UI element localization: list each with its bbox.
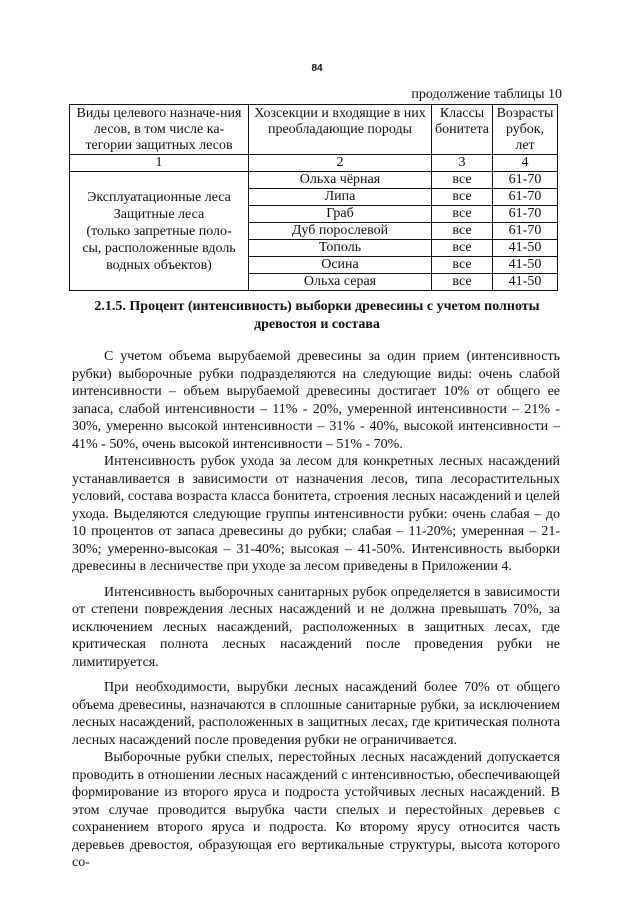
paragraph: Выборочные рубки спелых, перестойных лесных насаждений допускается проводить в отношении лесных насаждений с интенсивностью, обеспечивающей формирование из второго яруса и подроста устойчивых лесных насаждений. В этом случае проводится вырубка части спелых и перестойных деревьев с сохранением второго яруса и подроста. Ко второму ярусу относится часть деревьев древостоя, образующая его вертикальные структуры, высота которого со- [72, 750, 560, 870]
age-cell: 61-70 [493, 206, 558, 223]
header-species: Хозсекции и входящие в них преобладающие породы [249, 105, 432, 155]
class-cell: все [432, 172, 493, 189]
paragraph: С учетом объема вырубаемой древесины за один прием (интенсивность рубки) выборочные рубки подразделяются на следующие виды: очень слабой интенсивности – объем вырубаемой древесины достигает 10% от общего ее запаса, слабой интенсивности – 11% - 20%, умеренной интенсивности – 21% - 30%, умеренно высокой интенсивности – 31% - 40%, высокой интенсивности – 41% - 50%, очень высокой интенсивности – 51% - 70%. [72, 349, 560, 452]
purpose-line: сы, расположенные вдоль [82, 240, 236, 256]
age-cell: 41-50 [493, 240, 558, 257]
table-caption: продолжение таблицы 10 [411, 87, 562, 102]
page-number: 84 [311, 63, 323, 74]
column-number: 3 [432, 155, 493, 172]
class-cell: все [432, 206, 493, 223]
paragraph: Интенсивность рубок ухода за лесом для конкретных лесных насаждений устанавливается в зависимости от назначения лесов, типа лесорастительных условий, состава возраста класса бонитета, строения лесных насаждений и целей ухода. Выделяются следующие группы интенсивности рубки: очень слабая – до 10 процентов от запаса древесины до рубки; слабая – 11-20%; умеренная – 21-30%; умеренно-высокая – 31-40%; высокая – 41-50%. Интенсивность выборки древесины в лесничестве при уходе за лесом приведены в Приложении 4. [72, 454, 560, 574]
class-cell: все [432, 257, 493, 274]
paragraph: Интенсивность выборочных санитарных рубок определяется в зависимости от степени повреждения лесных насаждений и не должна превышать 70%, за исключением лесных насаждений, расположенных в защитных лесах, где критическая полнота лесных насаждений после проведения рубки не лимитируется. [72, 584, 560, 670]
age-cell: 61-70 [493, 189, 558, 206]
purpose-line: Эксплуатационные леса [87, 189, 231, 205]
class-cell: все [432, 274, 493, 291]
header-purpose: Виды целевого назначе-ния лесов, в том числе ка-тегории защитных лесов [70, 105, 249, 155]
species-cell: Ольха чёрная [249, 172, 432, 189]
forest-purpose-cell [70, 172, 249, 291]
column-number-row [70, 155, 558, 172]
species-cell: Тополь [249, 240, 432, 257]
species-cell: Граб [249, 206, 432, 223]
age-cell: 61-70 [493, 223, 558, 240]
section-heading: 2.1.5. Процент (интенсивность) выборки древесины с учетом полноты древостоя и состава [94, 299, 540, 332]
purpose-line: водных объектов) [106, 257, 212, 273]
class-cell: все [432, 189, 493, 206]
column-number: 4 [493, 155, 558, 172]
purpose-line: (только запретные поло- [86, 223, 232, 239]
cutting-age-table [69, 104, 558, 291]
column-number: 1 [70, 155, 249, 172]
age-cell: 41-50 [493, 274, 558, 291]
age-cell: 41-50 [493, 257, 558, 274]
species-cell: Дуб порослевой [249, 223, 432, 240]
species-cell: Липа [249, 189, 432, 206]
table-header-row [70, 105, 558, 155]
body-text [72, 348, 560, 872]
species-cell: Ольха серая [249, 274, 432, 291]
header-cutting-age: Возрасты рубок, лет [493, 105, 558, 155]
column-number: 2 [249, 155, 432, 172]
class-cell: все [432, 240, 493, 257]
age-cell: 61-70 [493, 172, 558, 189]
purpose-line: Защитные леса [113, 206, 205, 222]
header-bonitet-class: Классы бонитета [432, 105, 493, 155]
class-cell: все [432, 223, 493, 240]
paragraph: При необходимости, вырубки лесных насаждений более 70% от общего объема древесины, назначаются в сплошные санитарные рубки, за исключением лесных насаждений, расположенных в защитных лесах, где критическая полнота лесных насаждений после проведения рубки не ограничивается. [72, 680, 560, 748]
species-cell: Осина [249, 257, 432, 274]
table-row [70, 172, 558, 189]
